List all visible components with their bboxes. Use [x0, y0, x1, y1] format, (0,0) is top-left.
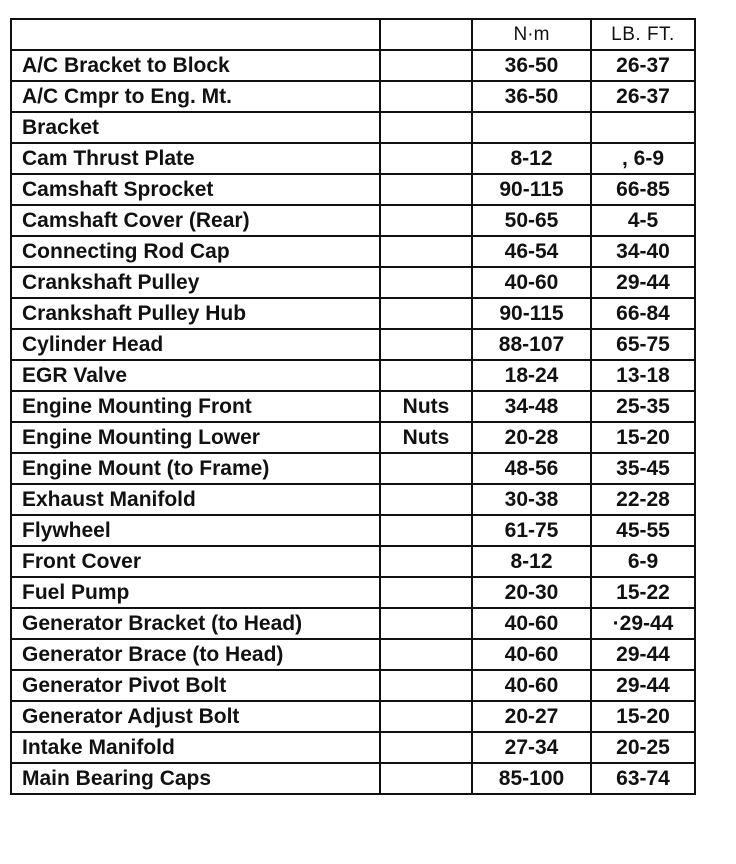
note-cell: [380, 763, 472, 794]
nm-value-cell: 8-12: [472, 546, 591, 577]
note-cell: [380, 267, 472, 298]
nm-value-cell: 36-50: [472, 81, 591, 112]
table-row: [11, 50, 695, 81]
nm-value-cell: 20-28: [472, 422, 591, 453]
note-cell: [380, 174, 472, 205]
lbft-value-cell: 66-85: [591, 174, 695, 205]
table-row: [11, 267, 695, 298]
table-row: [11, 298, 695, 329]
table-row: [11, 546, 695, 577]
component-cell: Crankshaft Pulley Hub: [11, 298, 380, 329]
nm-value-cell: 40-60: [472, 608, 591, 639]
component-cell: Bracket: [11, 112, 380, 143]
note-cell: [380, 639, 472, 670]
nm-value-cell: 34-48: [472, 391, 591, 422]
nm-value-cell: 36-50: [472, 50, 591, 81]
note-cell: [380, 670, 472, 701]
nm-value-cell: 48-56: [472, 453, 591, 484]
note-cell: [380, 546, 472, 577]
component-cell: Generator Pivot Bolt: [11, 670, 380, 701]
lbft-value-cell: [591, 112, 695, 143]
table-row: [11, 732, 695, 763]
note-cell: [380, 329, 472, 360]
lbft-value-cell: ·29-44: [591, 608, 695, 639]
note-cell: [380, 236, 472, 267]
lbft-value-cell: 66-84: [591, 298, 695, 329]
lbft-value-cell: 63-74: [591, 763, 695, 794]
nm-value-cell: 30-38: [472, 484, 591, 515]
table-row: [11, 81, 695, 112]
component-cell: Flywheel: [11, 515, 380, 546]
table-row: [11, 143, 695, 174]
lbft-value-cell: 29-44: [591, 267, 695, 298]
lbft-value-cell: 6-9: [591, 546, 695, 577]
component-cell: Engine Mounting Front: [11, 391, 380, 422]
lbft-value-cell: 15-22: [591, 577, 695, 608]
table-row: [11, 205, 695, 236]
component-cell: Fuel Pump: [11, 577, 380, 608]
component-cell: Crankshaft Pulley: [11, 267, 380, 298]
lbft-value-cell: 25-35: [591, 391, 695, 422]
table-row: [11, 701, 695, 732]
component-cell: A/C Bracket to Block: [11, 50, 380, 81]
nm-value-cell: 18-24: [472, 360, 591, 391]
nm-value-cell: 40-60: [472, 670, 591, 701]
header-lbft: LB. FT.: [591, 19, 695, 50]
nm-value-cell: 8-12: [472, 143, 591, 174]
note-cell: [380, 81, 472, 112]
component-cell: Engine Mount (to Frame): [11, 453, 380, 484]
nm-value-cell: 27-34: [472, 732, 591, 763]
table-row: [11, 639, 695, 670]
nm-value-cell: [472, 112, 591, 143]
note-cell: [380, 143, 472, 174]
component-cell: Engine Mounting Lower: [11, 422, 380, 453]
note-cell: Nuts: [380, 391, 472, 422]
nm-value-cell: 40-60: [472, 639, 591, 670]
note-cell: [380, 701, 472, 732]
lbft-value-cell: , 6-9: [591, 143, 695, 174]
table-row: [11, 763, 695, 794]
table-row: [11, 484, 695, 515]
table-row: [11, 391, 695, 422]
header-nm: N·m: [472, 19, 591, 50]
note-cell: [380, 577, 472, 608]
note-cell: [380, 484, 472, 515]
component-cell: Generator Adjust Bolt: [11, 701, 380, 732]
component-cell: Main Bearing Caps: [11, 763, 380, 794]
note-cell: [380, 112, 472, 143]
nm-value-cell: 40-60: [472, 267, 591, 298]
note-cell: [380, 298, 472, 329]
nm-value-cell: 46-54: [472, 236, 591, 267]
lbft-value-cell: 35-45: [591, 453, 695, 484]
table-row: [11, 174, 695, 205]
component-cell: EGR Valve: [11, 360, 380, 391]
table-row: [11, 236, 695, 267]
lbft-value-cell: 4-5: [591, 205, 695, 236]
lbft-value-cell: 15-20: [591, 422, 695, 453]
table-row: [11, 360, 695, 391]
component-cell: Generator Brace (to Head): [11, 639, 380, 670]
note-cell: [380, 453, 472, 484]
table-body: [11, 19, 695, 794]
table-row: [11, 453, 695, 484]
note-cell: Nuts: [380, 422, 472, 453]
nm-value-cell: 90-115: [472, 298, 591, 329]
lbft-value-cell: 20-25: [591, 732, 695, 763]
note-cell: [380, 515, 472, 546]
lbft-value-cell: 34-40: [591, 236, 695, 267]
table-row: [11, 422, 695, 453]
nm-value-cell: 20-27: [472, 701, 591, 732]
lbft-value-cell: 15-20: [591, 701, 695, 732]
header-note: [380, 19, 472, 50]
component-cell: Connecting Rod Cap: [11, 236, 380, 267]
component-cell: Exhaust Manifold: [11, 484, 380, 515]
note-cell: [380, 50, 472, 81]
torque-spec-table: [10, 18, 696, 795]
note-cell: [380, 205, 472, 236]
nm-value-cell: 50-65: [472, 205, 591, 236]
component-cell: Cam Thrust Plate: [11, 143, 380, 174]
lbft-value-cell: 45-55: [591, 515, 695, 546]
table-row: [11, 329, 695, 360]
component-cell: Cylinder Head: [11, 329, 380, 360]
lbft-value-cell: 26-37: [591, 50, 695, 81]
lbft-value-cell: 26-37: [591, 81, 695, 112]
lbft-value-cell: 13-18: [591, 360, 695, 391]
component-cell: Generator Bracket (to Head): [11, 608, 380, 639]
note-cell: [380, 732, 472, 763]
nm-value-cell: 20-30: [472, 577, 591, 608]
component-cell: Intake Manifold: [11, 732, 380, 763]
component-cell: A/C Cmpr to Eng. Mt.: [11, 81, 380, 112]
lbft-value-cell: 65-75: [591, 329, 695, 360]
table-row: [11, 670, 695, 701]
table-row: [11, 608, 695, 639]
table-row: [11, 577, 695, 608]
nm-value-cell: 61-75: [472, 515, 591, 546]
note-cell: [380, 360, 472, 391]
component-cell: Front Cover: [11, 546, 380, 577]
nm-value-cell: 85-100: [472, 763, 591, 794]
lbft-value-cell: 29-44: [591, 639, 695, 670]
nm-value-cell: 88-107: [472, 329, 591, 360]
note-cell: [380, 608, 472, 639]
lbft-value-cell: 22-28: [591, 484, 695, 515]
nm-value-cell: 90-115: [472, 174, 591, 205]
header-row: [11, 19, 695, 50]
table-row: [11, 515, 695, 546]
header-component: [11, 19, 380, 50]
table-row: [11, 112, 695, 143]
lbft-value-cell: 29-44: [591, 670, 695, 701]
component-cell: Camshaft Cover (Rear): [11, 205, 380, 236]
component-cell: Camshaft Sprocket: [11, 174, 380, 205]
